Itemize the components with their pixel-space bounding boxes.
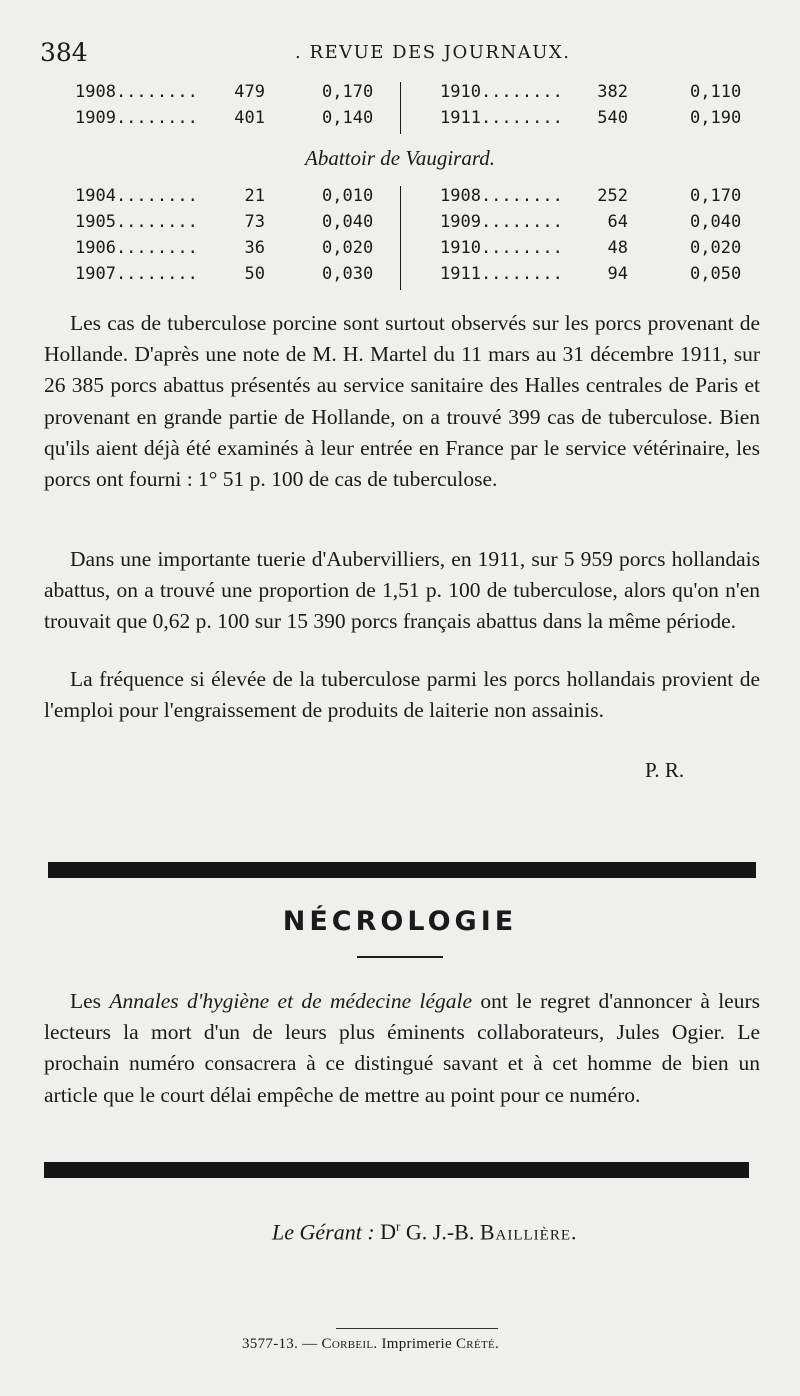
rate-cell: 0,140	[322, 108, 374, 128]
author-signature: P. R.	[645, 758, 685, 782]
year-cell: 1909........	[440, 212, 563, 232]
title-underline	[357, 956, 443, 958]
journal-title: Annales d'hygiène et de médecine légale	[109, 989, 473, 1013]
year-cell: 1911........	[440, 264, 563, 284]
body-paragraph: Dans une importante tuerie d'Aubervilliers, en 1911, sur 5 959 porcs hollandais abattus, on a trouvé une proportion de 1,51 p. 100 de tuberculose, alors qu'on n'en trouvait que 0,62 p. 100 sur 15 390 porcs français abattus dans la même période.	[44, 547, 760, 634]
rate-cell: 0,190	[690, 108, 742, 128]
gerant-name: G. J.-B.	[405, 1219, 475, 1245]
gerant-line	[272, 1219, 578, 1245]
year-cell: 1907........	[75, 264, 198, 284]
rate-cell: 0,010	[322, 186, 374, 206]
count-cell: 21	[244, 186, 265, 206]
page-number: 384	[40, 38, 88, 67]
year-cell: 1908........	[440, 186, 563, 206]
count-cell: 94	[607, 264, 628, 284]
table-row	[40, 264, 760, 290]
rate-cell: 0,040	[322, 212, 374, 232]
year-cell: 1906........	[75, 238, 198, 258]
necrologie-body: ont le regret d'annoncer à leurs lecteurs la mort d'un de leurs plus éminents collaborateurs, Jules Ogier. Le prochain numéro consacrera à ce distingué savant et à cet homme de bien un article que le court délai empêche de mettre au point pour ce numéro.	[44, 989, 760, 1107]
print-code: 3577-13. —	[242, 1336, 322, 1352]
rate-cell: 0,030	[322, 264, 374, 284]
count-cell: 36	[244, 238, 265, 258]
page-header	[40, 38, 760, 72]
table-row	[40, 186, 760, 212]
year-cell: 1911........	[440, 108, 563, 128]
printer-text: Imprimerie	[377, 1336, 456, 1352]
statistics-table-top	[40, 82, 760, 134]
rate-cell: 0,020	[690, 238, 742, 258]
table-row	[40, 108, 760, 134]
count-cell: 382	[597, 82, 628, 102]
count-cell: 479	[234, 82, 265, 102]
statistics-table-vaugirard	[40, 186, 760, 290]
body-paragraph: La fréquence si élevée de la tuberculose parmi les porcs hollandais provient de l'emploi pour l'engraissement de produits de laiterie non assainis.	[44, 667, 760, 723]
printer-city: Corbeil.	[321, 1336, 378, 1352]
gerant-label: Le Gérant :	[272, 1219, 375, 1245]
necrologie-lead: Les	[70, 989, 110, 1013]
running-title: . REVUE DES JOURNAUX.	[295, 42, 571, 63]
count-cell: 73	[244, 212, 265, 232]
year-cell: 1909........	[75, 108, 198, 128]
necrologie-paragraph	[44, 986, 760, 1111]
rate-cell: 0,040	[690, 212, 742, 232]
gerant-title-sup: r	[396, 1219, 401, 1234]
count-cell: 64	[607, 212, 628, 232]
body-paragraph: Les cas de tuberculose porcine sont surtout observés sur les porcs provenant de Hollande. D'après une note de M. H. Martel du 11 mars au 31 décembre 1911, sur 26 385 porcs abattus présentés au service sanitaire des Halles centrales de Paris et provenant en grande partie de Hollande, on a trouvé 399 cas de tuberculose. Bien qu'ils aient déjà été examinés à leur entrée en France par le service vétérinaire, les porcs ont fourni : 1° 51 p. 100 de cas de tuberculose.	[44, 311, 760, 492]
section-heading: Abattoir de Vaugirard.	[305, 146, 495, 170]
year-cell: 1910........	[440, 82, 563, 102]
rate-cell: 0,110	[690, 82, 742, 102]
count-cell: 401	[234, 108, 265, 128]
section-divider-bar	[48, 862, 756, 878]
rate-cell: 0,170	[322, 82, 374, 102]
count-cell: 48	[607, 238, 628, 258]
footer-rule	[336, 1328, 498, 1329]
count-cell: 252	[597, 186, 628, 206]
count-cell: 50	[244, 264, 265, 284]
gerant-surname: Baillière.	[479, 1219, 578, 1245]
table-row	[40, 212, 760, 238]
year-cell: 1908........	[75, 82, 198, 102]
year-cell: 1910........	[440, 238, 563, 258]
year-cell: 1904........	[75, 186, 198, 206]
table-row	[40, 82, 760, 108]
year-cell: 1905........	[75, 212, 198, 232]
necrologie-title: NÉCROLOGIE	[282, 906, 518, 937]
gerant-title: $D^r$	[380, 1219, 401, 1245]
printer-imprint	[242, 1336, 572, 1353]
table-row	[40, 238, 760, 264]
rate-cell: 0,050	[690, 264, 742, 284]
rate-cell: 0,170	[690, 186, 742, 206]
printer-name: Crété.	[456, 1336, 500, 1352]
section-divider-bar	[44, 1162, 749, 1178]
count-cell: 540	[597, 108, 628, 128]
rate-cell: 0,020	[322, 238, 374, 258]
